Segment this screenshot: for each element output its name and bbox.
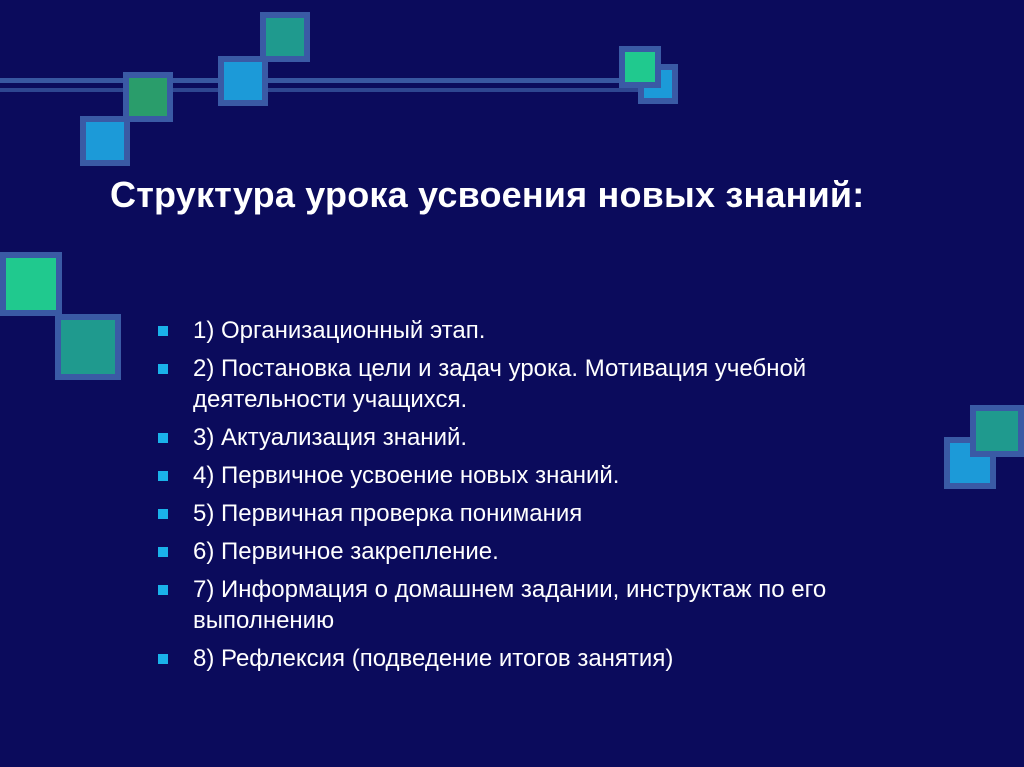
list-item-text: 1) Организационный этап. (193, 317, 486, 344)
lesson-structure-list (156, 315, 946, 681)
list-item (156, 315, 946, 346)
slide-title: Структура урока усвоения новых знаний: (110, 174, 865, 215)
square-bullet-icon (158, 364, 168, 374)
list-item (156, 460, 946, 491)
decorative-square (123, 72, 173, 122)
list-item-text: 6) Первичное закрепление. (193, 538, 499, 565)
decorative-square (260, 12, 310, 62)
square-bullet-icon (158, 547, 168, 557)
square-bullet-icon (158, 471, 168, 481)
decorative-square (218, 56, 268, 106)
list-item (156, 643, 946, 674)
square-bullet-icon (158, 509, 168, 519)
list-item (156, 574, 946, 636)
decorative-square (0, 252, 62, 316)
list-item-text: 5) Первичная проверка понимания (193, 500, 583, 527)
square-bullet-icon (158, 585, 168, 595)
square-bullet-icon (158, 326, 168, 336)
square-bullet-icon (158, 654, 168, 664)
decorative-line (0, 88, 650, 92)
list-item (156, 536, 946, 567)
list-item-text: 3) Актуализация знаний. (193, 424, 468, 451)
decorative-square (970, 405, 1024, 457)
list-item-text: 7) Информация о домашнем задании, инструктаж по его выполнению (193, 576, 827, 634)
list-item-text: 8) Рефлексия (подведение итогов занятия) (193, 645, 674, 672)
list-item-text: 2) Постановка цели и задач урока. Мотивация учебной деятельности учащихся. (193, 355, 807, 413)
square-bullet-icon (158, 433, 168, 443)
list-item (156, 498, 946, 529)
list-item-text: 4) Первичное усвоение новых знаний. (193, 462, 620, 489)
decorative-line (0, 78, 650, 83)
decorative-square (55, 314, 121, 380)
decorative-square (80, 116, 130, 166)
list-item (156, 422, 946, 453)
decorative-square (619, 46, 661, 88)
list-item (156, 353, 946, 415)
